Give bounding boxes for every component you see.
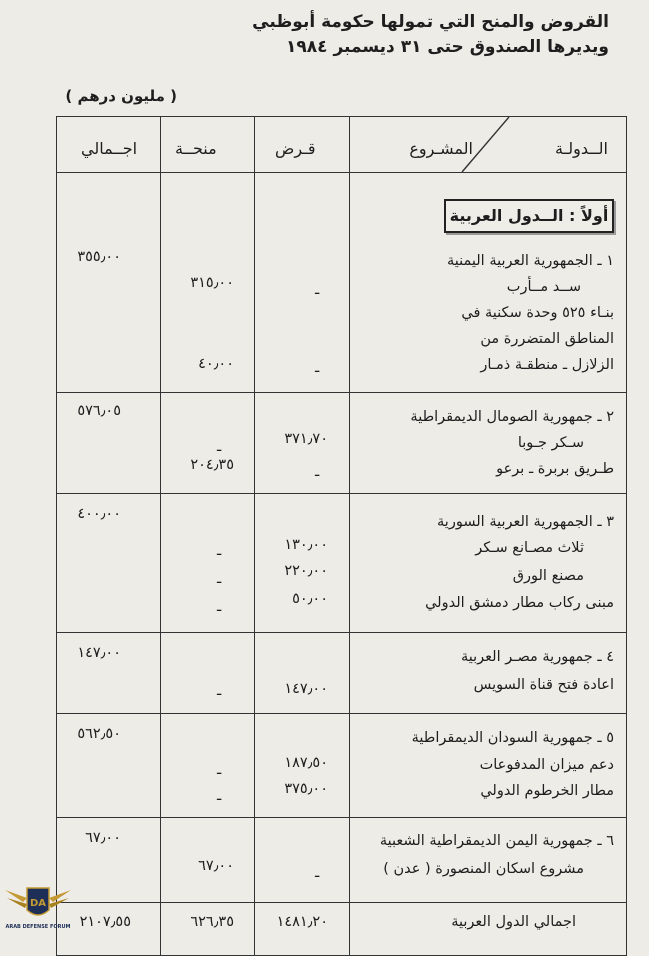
data-table: [56, 116, 627, 956]
project-name: سـكر جـوبا: [517, 435, 584, 451]
document-title-line-2: ويديرها الصندوق حتى ٣١ ديسمبر ١٩٨٤: [286, 37, 609, 57]
row-divider: [57, 713, 626, 714]
logo-caption: ARAB DEFENSE FORUM: [5, 924, 71, 930]
logo-monogram: DA: [29, 898, 47, 909]
grant-value: ـ: [217, 571, 222, 587]
summary-label: اجمالي الدول العربية: [451, 914, 576, 930]
project-name: ســد مــأرب: [506, 279, 581, 295]
column-header-loan: قـرض: [275, 139, 316, 158]
project-name: بنـاء ٥٢٥ وحدة سكنية في: [461, 305, 614, 321]
project-name: مشروع اسكان المنصورة ( عدن ): [383, 861, 584, 877]
project-name: مطار الخرطوم الدولي: [480, 783, 614, 799]
row-divider: [57, 392, 626, 393]
loan-value: ٣٧١٫٧٠: [284, 431, 328, 447]
row-total: ٣٥٥٫٠٠: [77, 249, 121, 265]
loan-value: ١٤٧٫٠٠: [284, 681, 328, 697]
grant-value: ـ: [217, 599, 222, 615]
project-name: الزلازل ـ منطقـة ذمـار: [480, 357, 614, 373]
column-header-country: الــدولـة: [555, 139, 608, 158]
loan-value: ١٣٠٫٠٠: [284, 537, 328, 553]
project-name: طـريق بربرة ـ برعو: [496, 461, 614, 477]
column-header-grant: منحــة: [175, 139, 217, 158]
grant-value: ـ: [217, 439, 222, 455]
grant-value: ٢٠٤٫٣٥: [190, 457, 234, 473]
grant-value: ـ: [217, 683, 222, 699]
grant-value: ٣١٥٫٠٠: [190, 275, 234, 291]
row-divider: [57, 817, 626, 818]
project-name: مبنى ركاب مطار دمشق الدولي: [425, 595, 614, 611]
column-divider: [160, 117, 161, 955]
project-name: مصنع الورق: [512, 568, 584, 584]
loan-value: ٢٢٠٫٠٠: [284, 563, 328, 579]
loan-value: ٣٧٥٫٠٠: [284, 781, 328, 797]
project-name: المناطق المتضررة من: [480, 331, 614, 347]
column-divider: [349, 117, 350, 955]
loan-value: ٥٠٫٠٠: [292, 591, 328, 607]
grant-value: ـ: [217, 543, 222, 559]
eagle-shield-icon: [3, 880, 73, 945]
column-header-total: اجــمالي: [81, 139, 138, 158]
project-name: ثلاث مصـانع سـكر: [475, 540, 584, 556]
unit-label: ( مليون درهم ): [65, 87, 177, 105]
grant-value: ٦٧٫٠٠: [198, 858, 234, 874]
section-title-arab-countries: أولاً : الــدول العربية: [444, 199, 614, 233]
forum-logo: [3, 880, 73, 945]
row-total: ٥٦٢٫٥٠: [77, 726, 121, 742]
loan-value: ـ: [315, 464, 320, 480]
column-divider: [254, 117, 255, 955]
row-divider: [57, 493, 626, 494]
grant-value: ٤٠٫٠٠: [198, 356, 234, 372]
grant-value: ـ: [217, 788, 222, 804]
country-name: ١ ـ الجمهورية العربية اليمنية: [446, 253, 614, 269]
country-name: ٦ ـ جمهورية اليمن الديمقراطية الشعبية: [379, 833, 614, 849]
loan-value: ـ: [315, 865, 320, 881]
country-name: ٣ ـ الجمهورية العربية السورية: [437, 514, 614, 530]
project-name: دعم ميزان المدفوعات: [479, 757, 614, 773]
project-name: اعادة فتح قناة السويس: [473, 677, 614, 693]
row-divider: [57, 632, 626, 633]
summary-loan: ١٤٨١٫٢٠: [276, 914, 328, 930]
row-total: ٥٧٦٫٠٥: [77, 403, 121, 419]
loan-value: ١٨٧٫٥٠: [284, 755, 328, 771]
row-divider: [57, 902, 626, 903]
grant-value: ـ: [217, 762, 222, 778]
row-total: ٤٠٠٫٠٠: [77, 506, 121, 522]
country-name: ٥ ـ جمهورية السودان الديمقراطية: [411, 730, 614, 746]
column-header-project: المشـروع: [409, 139, 473, 158]
summary-grant: ٦٢٦٫٣٥: [190, 914, 234, 930]
loan-value: ـ: [315, 282, 320, 298]
country-name: ٢ ـ جمهورية الصومال الديمقراطية: [410, 409, 614, 425]
country-name: ٤ ـ جمهورية مصـر العربية: [460, 649, 614, 665]
row-total: ١٤٧٫٠٠: [77, 645, 121, 661]
header-diagonal: [57, 117, 628, 173]
row-total: ٦٧٫٠٠: [85, 830, 121, 846]
loan-value: ـ: [315, 360, 320, 376]
summary-total: ٢١٠٧٫٥٥: [79, 914, 131, 930]
document-title-line-1: القروض والمنح التي تمولها حكومة أبوظبي: [252, 12, 609, 32]
